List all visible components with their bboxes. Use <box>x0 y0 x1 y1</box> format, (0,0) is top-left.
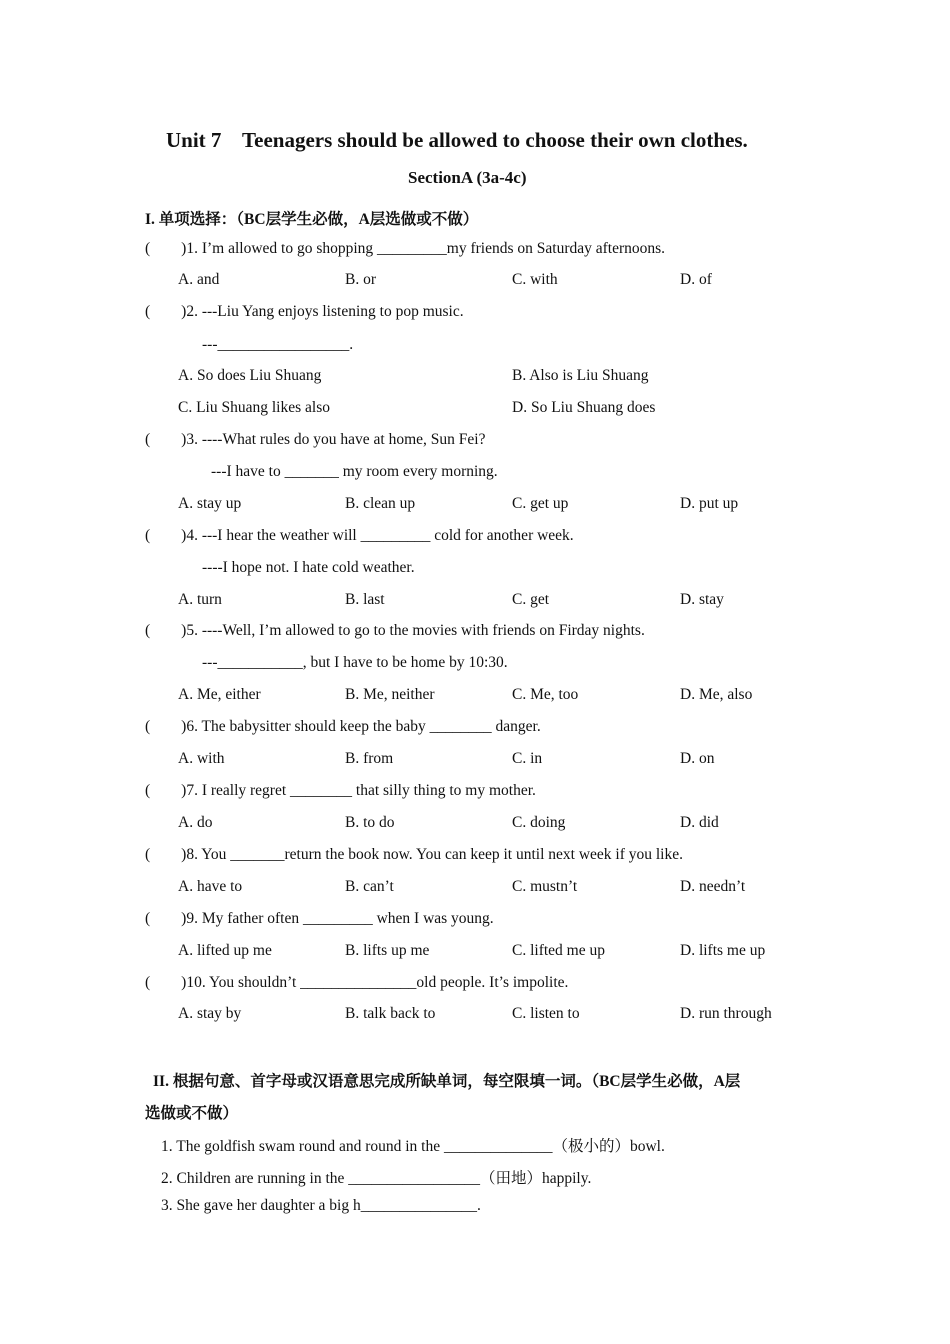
question-8-stem: ( )8. You _______return the book now. You can keep it until next week if you like. <box>145 846 683 863</box>
question-10-option-d: D. run through <box>680 1005 772 1022</box>
question-2-stem-reply: ---_________________. <box>202 336 354 353</box>
section2-heading-line1: II. 根据句意、首字母或汉语意思完成所缺单词，每空限填一词。（BC层学生必做，A层 <box>153 1073 741 1090</box>
question-9-option-d: D. lifts me up <box>680 942 766 959</box>
question-4-option-c: C. get <box>512 591 550 608</box>
question-1-option-a: A. and <box>178 271 220 288</box>
question-9-option-c: C. lifted me up <box>512 942 605 959</box>
question-6-option-d: D. on <box>680 750 715 767</box>
question-5-option-d: D. Me, also <box>680 686 753 703</box>
question-10-option-c: C. listen to <box>512 1005 580 1022</box>
question-6-option-a: A. with <box>178 750 225 767</box>
question-9-option-b: B. lifts up me <box>345 942 430 959</box>
question-10-option-a: A. stay by <box>178 1005 242 1022</box>
page-subtitle: SectionA (3a-4c) <box>408 168 527 187</box>
question-4-stem: ( )4. ---I hear the weather will _________ cold for another week. <box>145 527 574 544</box>
question-9-stem: ( )9. My father often _________ when I was young. <box>145 910 494 927</box>
fill-item-2: 2. Children are running in the _________________（田地）happily. <box>161 1170 592 1187</box>
question-3-option-b: B. clean up <box>345 495 416 512</box>
question-1-stem: ( )1. I’m allowed to go shopping _________my friends on Saturday afternoons. <box>145 240 666 257</box>
section2-heading-line2: 选做或不做） <box>145 1105 239 1122</box>
question-6-option-b: B. from <box>345 750 394 767</box>
question-7-stem: ( )7. I really regret ________ that silly thing to my mother. <box>145 782 536 799</box>
question-10-option-b: B. talk back to <box>345 1005 436 1022</box>
question-8-option-c: C. mustn’t <box>512 878 578 895</box>
fill-item-1: 1. The goldfish swam round and round in the ______________（极小的）bowl. <box>161 1138 665 1155</box>
question-2-stem: ( )2. ---Liu Yang enjoys listening to pop music. <box>145 303 464 320</box>
question-7-option-c: C. doing <box>512 814 566 831</box>
question-4-stem-reply: ----I hope not. I hate cold weather. <box>202 559 415 576</box>
question-5-option-a: A. Me, either <box>178 686 261 703</box>
question-1-option-c: C. with <box>512 271 558 288</box>
page-title: Unit 7 Teenagers should be allowed to choose their own clothes. <box>166 128 748 152</box>
question-3-option-a: A. stay up <box>178 495 242 512</box>
question-5-stem-reply: ---___________, but I have to be home by 10:30. <box>202 654 508 671</box>
question-6-option-c: C. in <box>512 750 543 767</box>
question-10-stem: ( )10. You shouldn’t _______________old people. It’s impolite. <box>145 974 569 991</box>
question-2-option-c: C. Liu Shuang likes also <box>178 399 330 416</box>
question-4-option-a: A. turn <box>178 591 222 608</box>
question-4-option-b: B. last <box>345 591 385 608</box>
question-5-option-b: B. Me, neither <box>345 686 435 703</box>
question-5-stem: ( )5. ----Well, I’m allowed to go to the movies with friends on Firday nights. <box>145 622 645 639</box>
fill-item-3: 3. She gave her daughter a big h_______________. <box>161 1197 481 1214</box>
question-7-option-a: A. do <box>178 814 213 831</box>
question-3-stem-reply: ---I have to _______ my room every morning. <box>211 463 498 480</box>
question-8-option-d: D. needn’t <box>680 878 746 895</box>
question-5-option-c: C. Me, too <box>512 686 579 703</box>
question-8-option-b: B. can’t <box>345 878 394 895</box>
question-3-option-d: D. put up <box>680 495 739 512</box>
question-4-option-d: D. stay <box>680 591 724 608</box>
question-6-stem: ( )6. The babysitter should keep the baby ________ danger. <box>145 718 541 735</box>
question-7-option-b: B. to do <box>345 814 395 831</box>
section1-heading: I. 单项选择：（BC层学生必做，A层选做或不做） <box>145 211 479 228</box>
question-7-option-d: D. did <box>680 814 719 831</box>
question-8-option-a: A. have to <box>178 878 243 895</box>
question-2-option-d: D. So Liu Shuang does <box>512 399 656 416</box>
question-2-option-a: A. So does Liu Shuang <box>178 367 322 384</box>
question-1-option-b: B. or <box>345 271 376 288</box>
question-3-stem: ( )3. ----What rules do you have at home, Sun Fei? <box>145 431 486 448</box>
question-1-option-d: D. of <box>680 271 712 288</box>
question-2-option-b: B. Also is Liu Shuang <box>512 367 649 384</box>
question-9-option-a: A. lifted up me <box>178 942 272 959</box>
question-3-option-c: C. get up <box>512 495 569 512</box>
